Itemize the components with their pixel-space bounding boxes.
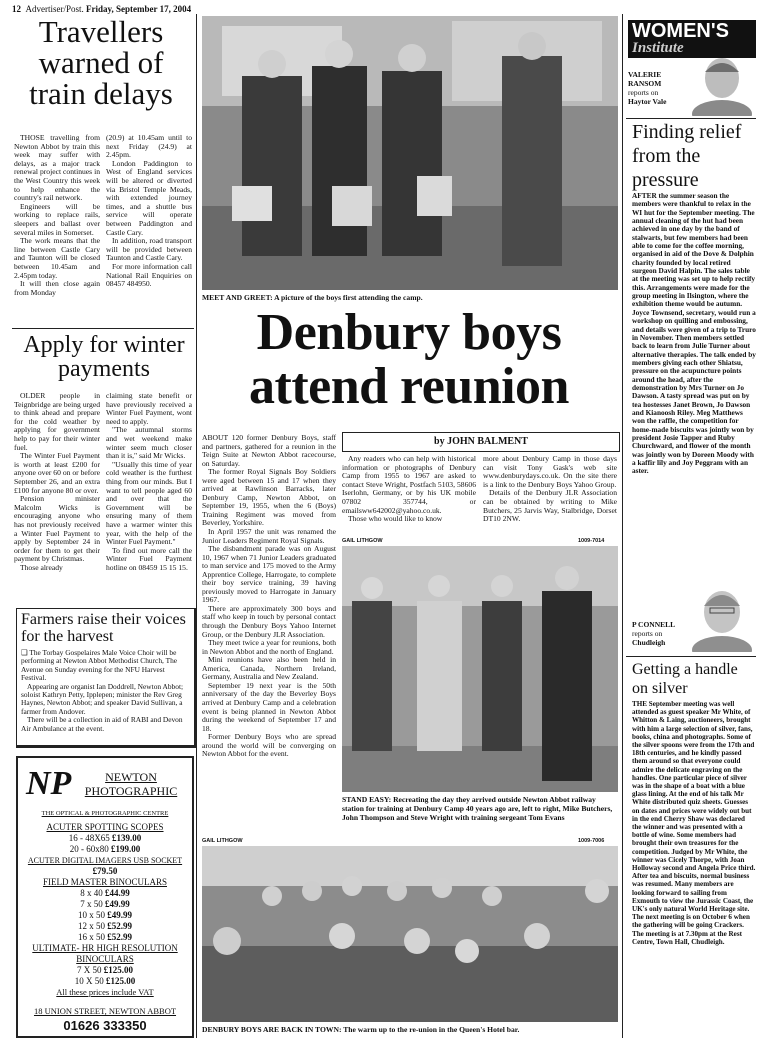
np-item-price: £125.00 [103, 965, 133, 975]
caption-text: A picture of the boys first attending the camp. [274, 293, 423, 302]
np-address: 18 UNION STREET, NEWTON ABBOT [33, 1006, 177, 1016]
np-section-title: FIELD MASTER BINOCULARS [42, 877, 167, 887]
travellers-p7: In addition, road transport will be provided between Taunton and Castle Cary. [106, 236, 192, 263]
farmers-body [17, 647, 194, 735]
photo-caption-2 [342, 795, 618, 822]
photo-illustration [342, 546, 618, 792]
wi-reporter-1 [628, 70, 688, 106]
main-p8: September 19 next year is the 50th anniversary of the day the Beverley Boys arrived at Denbury Camp and a celebration event is being planned in Newton Abbot during the weekend of September 17 and 18. [202, 680, 336, 733]
travellers-p8: For more information call National Rail Enquiries on 08457 484950. [106, 261, 192, 289]
main-p1: ABOUT 120 former Denbury Boys, staff and partners, gathered for a reunion in the Teign Suite at Newton Abbot racecourse, on Saturday. [202, 433, 336, 468]
winter-p3: Pension minister Malcolm Wicks is encouraging anyone who has not previously received a Winter Fuel Payment to apply by September 24 in order for them to get their payment by Christmas. [14, 494, 100, 564]
winter-headline: Apply for winter payments [23, 332, 185, 382]
newton-photographic-ad [16, 756, 194, 1038]
np-item-price: £139.00 [112, 833, 142, 843]
main-col1 [202, 434, 336, 759]
main-col2-p2: Those who would like to know [348, 514, 443, 524]
travellers-p3: The work means that the line between Castle Cary and Taunton will be closed between 10.45am and 2.45pm today. [14, 236, 100, 280]
reporter-portrait [690, 582, 754, 652]
np-item-price: £199.00 [111, 844, 141, 854]
caption-label: DENBURY BOYS ARE BACK IN TOWN: [202, 1025, 342, 1034]
wi-logo-line2: Institute [632, 40, 684, 56]
np-item-price: £44.99 [105, 888, 130, 898]
reporter-line: Chudleigh [632, 638, 666, 647]
farmers-headline: Farmers raise their voices for the harvest [21, 611, 186, 645]
wi-logo-line1: WOMEN'S [632, 20, 729, 42]
photo-ref: 1009-7006 [578, 838, 605, 844]
caption-label: STAND EASY: [342, 795, 392, 804]
divider [12, 328, 194, 329]
np-item-size: 20 - 60x80 [69, 844, 109, 854]
issue-date: Friday, September 17, 2004 [86, 4, 192, 14]
winter-p2: The Winter Fuel Payment is worth at least £200 for anyone over 60 on or before September 26, and an extra £100 for anyone 80 or over. [14, 451, 100, 495]
photo-credit: GAIL LITHGOW [202, 838, 243, 844]
photo-caption-1 [202, 293, 618, 302]
np-item-size: 7 X 50 [77, 965, 102, 975]
winter-p6: "The autumnal storms and wet weekend make winter seem much closer than it is," said Mr Wicks. [106, 425, 192, 461]
np-item-price: £79.50 [92, 866, 118, 876]
photo-caption-3 [202, 1025, 618, 1034]
wi-article-1 [632, 192, 756, 580]
np-item-size: 10 X 50 [74, 976, 104, 986]
wi-headline-1: Finding relief from the pressure [632, 121, 742, 191]
travellers-col2 [106, 134, 192, 289]
np-section-title: ACUTER SPOTTING SCOPES [46, 822, 164, 832]
stand-easy-photo [342, 546, 618, 792]
main-col2-p1: Any readers who can help with historical information or photographs of Denbury Camp from 1955 to 1967 are asked to contact Steve Wright, Postfach 5103, 58606 Iserlohn, Germany, or by his UK mobile 07802 357744, or emailsww642002@yahoo.co.uk. [342, 454, 476, 515]
wi-article-2 [632, 700, 756, 1040]
hotel-bar-photo [202, 846, 618, 1022]
np-price-list [18, 822, 192, 998]
np-item-size: 16 - 48X65 [68, 833, 110, 843]
np-item-price: £49.99 [105, 899, 130, 909]
main-col3 [483, 455, 617, 524]
np-item-price: £49.99 [107, 910, 132, 920]
main-p7: Mini reunions have also been held in America, Canada, Northern Ireland, Germany, Australia and New Zealand. [202, 655, 336, 682]
byline: by JOHN BALMENT [342, 432, 620, 452]
reporter-line: Haytor Vale [628, 97, 667, 106]
main-p6: They meet twice a year for reunions, both in Newton Abbot and the north of England. [202, 638, 336, 656]
reporter-line: VALERIE [628, 70, 662, 79]
reporter-line: RANSOM [628, 79, 662, 88]
np-logo: NP [26, 765, 72, 802]
np-item-size: 12 x 50 [78, 921, 105, 931]
wi-reporter-2 [632, 620, 692, 647]
divider [626, 656, 756, 657]
wi-text-2: THE September meeting was well attended as guest speaker Mr White, of Whitton & Laing, auctioneers, brought with him a large selection of silver, fans, books, china and photographs. Some of the silver spoons were from the 17th and 18th centuries, and he kindly passed them around so that everyone could admire the delicate engraving on the handles. One particular piece of silver was in the shape of a boat with a blue glass lining. At the end of his talk Mr White distributed quiz sheets. Guesses on dates and prices were widely out but in the end Cherry Shaw was declared the winner and was presented with a bottle of wine. Some members had brought their own treasures for the competition. Judged by Mr White, the winner was Cicely Thorpe, with Joan Holloway second and Angela Price third. After tea and biscuits, normal business was resumed. Many members are looking forward to sailing from Exmouth to view the Jurassic Coast, the UK's only natural World Heritage site. The next meeting is on October 6 when the gathering will be going Crackers. The meeting is at 7.30pm at the Rest Centre, Town Hall, Chudleigh. [632, 700, 756, 946]
travellers-p2: Engineers will be working to replace rails, sleepers and ballast over several miles in Somerset. [14, 201, 100, 237]
winter-p7: "Usually this time of year cold weather is the furthest thing from our minds. But I want to tell people aged 60 and over that the Government will be ensuring many of them have a warmer winter this year, with the help of the Winter Fuel Payment." [106, 459, 192, 547]
photo-illustration [202, 16, 618, 290]
farmers-p2: Appearing are organist Ian Doddrell, Newton Abbot; soloist Kathryn Petty, Ipplepen; minister the Rev Greg Haynes, Newton Abbot; and speaker David Sullivan, a farmer from Andover. [21, 681, 184, 716]
main-headline: Denbury boys attend reunion [249, 304, 569, 415]
np-phone: 01626 333350 [63, 1018, 147, 1033]
caption-text: The warm up to the re-union in the Queen's Hotel bar. [343, 1025, 520, 1034]
caption-label: MEET AND GREET: [202, 293, 273, 302]
photo-ref: 1009-7014 [578, 538, 605, 544]
divider [626, 118, 756, 119]
travellers-p5: (20.9) at 10.45am until to next Friday (24.9) at 2.45pm. [106, 133, 192, 160]
main-col2 [342, 455, 476, 524]
winter-p8: To find out more call the Winter Fuel Payment hotline on 08459 15 15 15. [106, 545, 192, 572]
main-p2: The former Royal Signals Boy Soldiers were aged between 15 and 17 when they arrived at Rawlinson Barracks, later Denbury Camp, Newton Abbot, on September 19, 1955, when the 6 (Boys) Training Regiment was moved from Beverley, Yorkshire. [202, 467, 336, 528]
travellers-headline: Travellers warned of train delays [29, 14, 173, 111]
main-col3-p2: Details of the Denbury JLR Association can be obtained by writing to Mike Butchers, 25 Jarvis Way, Stalbridge, Dorset DT10 2NW. [483, 488, 617, 524]
column-rule-left [196, 14, 197, 1038]
main-col3-p1: more about Denbury Camp in those days can visit Tony Gask's web site www.denburydays.co.uk. On the site there is a link to the Denbury Boys Yahoo Group. [483, 454, 617, 489]
main-p5: There are approximately 300 boys and staff who keep in touch by personal contact through the Denbury Boys Yahoo Internet Group, or the Denbury JLR Association. [202, 603, 336, 639]
np-name: NEWTON PHOTOGRAPHIC [84, 770, 178, 798]
farmers-box [16, 608, 197, 748]
np-item-size: 8 x 40 [80, 888, 103, 898]
caption-text: Recreating the day they arrived outside Newton Abbot railway station for training at Denbury Camp 40 years ago are, left to right, Mike Butchers, John Thompson and Steve Wright with training sergeant Tom Evans [342, 795, 613, 822]
travellers-p6: London Paddington to West of England services will be altered or diverted via Bristol Temple Meads, with extended journey times, and a shuttle bus service will operate between Paddington and Castle Cary. [106, 158, 192, 237]
travellers-p1: THOSE travelling from Newton Abbot by train this week may suffer with delays, as a major track renewal project continues in the West Country this week to help enhance the country's rail network. [14, 133, 100, 203]
travellers-col1 [14, 134, 100, 297]
np-section-title: ULTIMATE- HR HIGH RESOLUTION BINOCULARS [32, 943, 178, 964]
camp-arrival-photo [202, 16, 618, 290]
np-item-price: £52.99 [107, 921, 132, 931]
np-item-price: £52.99 [107, 932, 132, 942]
np-section-title: ACUTER DIGITAL IMAGERS USB SOCKET [27, 856, 183, 865]
page-header [12, 4, 191, 14]
np-item-size: 10 x 50 [78, 910, 105, 920]
paper-name: Advertiser/Post. [25, 4, 84, 14]
farmers-p3: There will be a collection in aid of RABI and Devon Air Ambulance at the event. [21, 715, 183, 733]
np-item-size: 7 x 50 [80, 899, 103, 909]
main-p9: Former Denbury Boys who are spread around the world will be converging on Newton Abbot for the event. [202, 732, 336, 759]
main-p3: In April 1957 the unit was renamed the Junior Leaders Regiment Royal Signals. [202, 527, 336, 545]
farmers-p1: The Torbay Gospelaires Male Voice Choir will be performing at Newton Abbot Methodist Church, The Avenue on Sunday evening for the NFU Harvest Festival. [21, 648, 178, 683]
wi-headline-2: Getting a handle on silver [632, 661, 738, 697]
winter-col2 [106, 392, 192, 572]
reporter-portrait [690, 50, 754, 116]
winter-col1 [14, 392, 100, 572]
np-item-size: 16 x 50 [78, 932, 105, 942]
reporter-line: reports on [628, 88, 659, 97]
reporter-line: P CONNELL [632, 620, 676, 629]
page-number: 12 [12, 4, 21, 14]
bullet-icon: ❑ [21, 648, 30, 657]
column-rule-right [622, 14, 623, 1038]
winter-p4: Those already [20, 562, 63, 572]
np-item-price: £125.00 [106, 976, 136, 986]
main-p4: The disbandment parade was on August 10, 1967 when 71 Junior Leaders graduated to man service and 175 moved to the Army Apprentice College, Harrogate, to complete their boy service training, 39 having previously moved to Harrogate in January 1967. [202, 544, 336, 605]
travellers-p4: It will then close again from Monday [14, 279, 100, 297]
wi-text-1: AFTER the summer season the members were thankful to relax in the WI hut for the September meeting. The annual cleaning of the hut had been achieved in one day by the band of stalwarts, but few members had been able to come for the coffee morning, organised in aid of the Dove & Dolphin charity founded by local retired surgeon David Halpin. The sales table at the meeting was set up to help rectify this. Arrangements were made for the group meeting in Ilsington, where the exhibition theme would be autumn. Joyce Townsend, secretary, would run a workshop on quilling and embossing, and details were given of a trip to Truro in November. Then members settled back to learn from Julie Turner about alternative therapies. The talk ended by members giving each other Shiatsu, pressure on the acupuncture points around the head, after the demonstration by Mrs Turner on Jo Dawson. A tasty spread was put on by tea hostesses Janet Brown, Jo Dawson and Kianoosh Riley. Meg Matthews won the raffle, the competition for home-made biscuits was jointly won by president Josie Tapper and Ruby Churchward, and flower of the month was jointly won by Doreen Moody with a kaffir lily and Joy Peggram with an aster. [632, 192, 756, 476]
np-tagline: THE OPTICAL & PHOTOGRAPHIC CENTRE [41, 810, 169, 817]
np-vat-note: All these prices include VAT [56, 987, 154, 997]
photo-credit: GAIL LITHGOW [342, 538, 383, 544]
winter-p5: claiming state benefit or have previously received a Winter Fuel Payment, wont need to apply. [106, 391, 192, 426]
reporter-line: reports on [632, 629, 663, 638]
photo-illustration [202, 846, 618, 1022]
winter-p1: OLDER people in Teignbridge are being urged to think ahead and prepare for the cold weather by applying for government help to pay for their winter fuel. [14, 391, 100, 452]
